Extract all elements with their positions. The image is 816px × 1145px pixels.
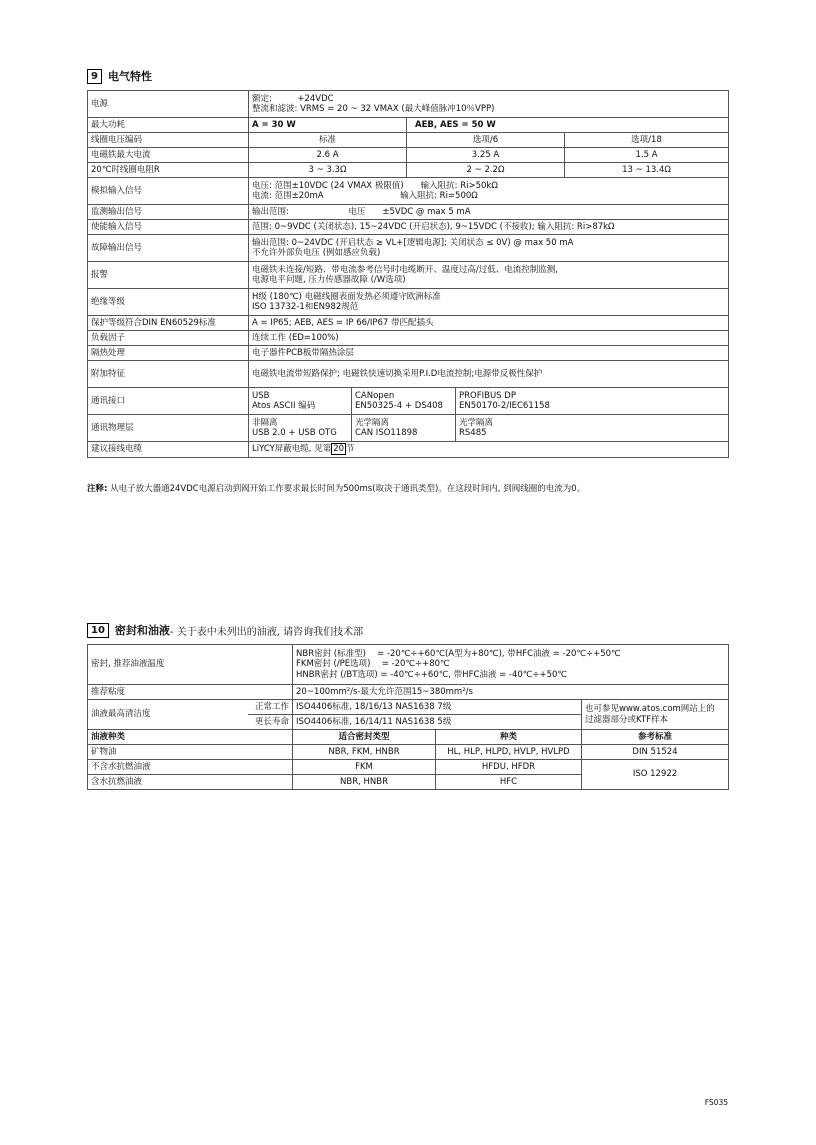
cell: DIN 51524: [582, 745, 729, 760]
row-label: 负载因子: [88, 331, 249, 346]
row-label: 模拟输入信号: [88, 178, 249, 205]
row-label: 隔热处理: [88, 346, 249, 361]
clean-note: [582, 700, 729, 730]
row-label: 电磁铁最大电流: [88, 148, 249, 163]
cell: [352, 388, 456, 415]
table-row: [88, 415, 729, 442]
value-line: 连续工作 (ED=100%): [252, 332, 339, 343]
row-label: 保护等级符合DIN EN60529标准: [88, 316, 249, 331]
cell: [456, 388, 729, 415]
value-line: H级 (180℃) 电磁线圈表面发热必须遵守欧洲标准: [252, 291, 441, 302]
cell: [249, 415, 352, 442]
table-row: [88, 118, 729, 133]
table-row: [88, 700, 729, 715]
row-value: 20~100mm²/s-最大允许范围15~380mm²/s: [293, 685, 729, 700]
value-line: 整流和滤波: VRMS = 20 ~ 32 VMAX (最大峰值脉冲10％VPP): [252, 104, 495, 114]
row-value: [249, 178, 729, 205]
value-line: 额定: +24VDC: [252, 93, 334, 104]
row-label: 最大功耗: [88, 118, 249, 133]
value-line: 输出范围: 电压 ±5VDC @ max 5 mA: [252, 206, 471, 217]
row-value: [249, 316, 729, 331]
cell: 3 ~ 3.3Ω: [249, 163, 407, 178]
power-a: A = 30 W: [249, 118, 407, 133]
table-row: [88, 388, 729, 415]
cell: 不含水抗燃油液: [88, 760, 293, 775]
cell: 2.6 A: [249, 148, 407, 163]
value-line: 非隔离: [252, 417, 278, 428]
value-line: USB 2.0 + USB OTG: [252, 428, 337, 438]
value-line: NBR密封 (标准型) = -20℃÷+60℃(A型为+80℃), 带HFC油液 = -20℃÷+50℃: [296, 648, 621, 659]
value-line: 电子器件PCB板带隔热涂层: [252, 347, 354, 358]
column-header: 参考标准: [582, 730, 729, 745]
value-line: CANopen: [355, 390, 395, 401]
value-line: USB: [252, 390, 270, 401]
cell: HFDU, HFDR: [436, 760, 582, 775]
clean-mode: 更长寿命: [248, 715, 293, 730]
table-row: [88, 361, 729, 388]
table-row: [88, 220, 729, 235]
cell: HL, HLP, HLPD, HVLP, HVLPD: [436, 745, 582, 760]
row-label: 监测输出信号: [88, 205, 249, 220]
table-row: [88, 442, 729, 458]
cable-text: LiYCY屏蔽电缆, 见第: [252, 444, 332, 455]
row-value: [249, 262, 729, 289]
value-line: HNBR密封 (/BT选项) = -40℃÷+60℃, 带HFC油液 = -40℃÷+50℃: [296, 669, 567, 680]
row-value: [293, 645, 729, 685]
row-value: [249, 331, 729, 346]
row-value: [249, 91, 729, 118]
table-row: [88, 289, 729, 316]
cell: 矿物油: [88, 745, 293, 760]
cell: [352, 415, 456, 442]
column-header: 种类: [436, 730, 582, 745]
table-row: [88, 331, 729, 346]
section-subtitle: - 关于表中未列出的油液, 请咨询我们技术部: [169, 626, 364, 638]
page-code: FS035: [704, 1098, 728, 1107]
value-line: FKM密封 (/PE选项) = -20℃÷+80℃: [296, 659, 450, 670]
value-line: 光学隔离: [355, 417, 390, 428]
value-line: 电源电平问题, 压力传感器故障 (/W选项): [252, 275, 406, 285]
cell: ISO 12922: [582, 760, 729, 790]
table-row: [88, 745, 729, 760]
note-text: 从电子放大器通24VDC电源启动到阀开始工作要求最长时间为500ms(取决于通讯类型)。在这段时间内, 到阀线圈的电流为0。: [110, 484, 586, 494]
value-line: A = IP65; AEB, AES = IP 66/IP67 带匹配插头: [252, 317, 434, 328]
column-header: 适合密封类型: [293, 730, 436, 745]
row-label: 建议接线电缆: [88, 442, 249, 458]
clean-value: ISO4406标准, 18/16/13 NAS1638 7级: [293, 700, 582, 715]
cell: 选项/18: [565, 133, 729, 148]
table-row: [88, 685, 729, 700]
row-value: [249, 346, 729, 361]
value-line: 电磁铁未连接/短路、带电流参考信号时电缆断开、温度过高/过低、电流控制监测,: [252, 264, 558, 275]
value-line: RS485: [459, 428, 487, 438]
table-row: [88, 760, 729, 775]
row-label: 附加特征: [88, 361, 249, 388]
row-label: 线圈电压编码: [88, 133, 249, 148]
cell: 含水抗燃油液: [88, 775, 293, 790]
row-label: 报警: [88, 262, 249, 289]
clean-mode: 正常工作: [248, 700, 293, 715]
note: [87, 482, 585, 494]
table-row: [88, 133, 729, 148]
table-row: [88, 316, 729, 331]
cell: FKM: [293, 760, 436, 775]
cell: 13 ~ 13.4Ω: [565, 163, 729, 178]
cell: 2 ~ 2.2Ω: [407, 163, 565, 178]
row-label: 绝缘等级: [88, 289, 249, 316]
electrical-characteristics-table: [87, 90, 729, 458]
table-row: [88, 205, 729, 220]
section-number: 10: [87, 623, 109, 638]
cell: 3.25 A: [407, 148, 565, 163]
row-label: 油液最高清洁度: [88, 700, 248, 730]
section-title: 电气特性: [107, 70, 152, 83]
row-label: 密封, 推荐油液温度: [88, 645, 293, 685]
value-line: EN50325-4 + DS408: [355, 401, 443, 411]
section-ref-link[interactable]: 20: [333, 444, 345, 455]
row-value: [249, 361, 729, 388]
row-value: [249, 205, 729, 220]
column-header: 油液种类: [88, 730, 293, 745]
row-label: 故障输出信号: [88, 235, 249, 262]
value-line: 电压: 范围±10VDC (24 VMAX 极限值) 输入阻抗: Ri>50kΩ: [252, 180, 498, 191]
row-label: 通讯接口: [88, 388, 249, 415]
row-label: 使能输入信号: [88, 220, 249, 235]
row-label: 推荐粘度: [88, 685, 293, 700]
table-row: [88, 346, 729, 361]
section-10-heading: [87, 622, 363, 638]
cell: 选项/6: [407, 133, 565, 148]
cell: NBR, FKM, HNBR: [293, 745, 436, 760]
note-label: 注释:: [87, 484, 108, 494]
cell: NBR, HNBR: [293, 775, 436, 790]
table-row: [88, 91, 729, 118]
cable-text-suffix: 节: [346, 444, 355, 455]
value-line: 过滤器部分或KTF样本: [585, 714, 668, 725]
section-number: 9: [87, 69, 102, 84]
table-row: [88, 262, 729, 289]
value-line: 电磁铁电流带短路保护; 电磁铁快速切换采用P.I.D电流控制;电源带反极性保护: [252, 368, 543, 379]
power-aeb-aes: AEB, AES = 50 W: [407, 118, 729, 133]
cell: 1.5 A: [565, 148, 729, 163]
value-line: 也可参见www.atos.com网站上的: [585, 703, 715, 714]
table-row: [88, 163, 729, 178]
row-label: 20℃时线圈电阻R: [88, 163, 249, 178]
value-line: 不允许外部负电压 (例如感应负载): [252, 248, 381, 258]
cell: HFC: [436, 775, 582, 790]
cell: [456, 415, 729, 442]
value-line: 电流: 范围±20mA 输入阻抗: Ri=500Ω: [252, 191, 478, 201]
section-9-heading: [87, 68, 152, 84]
value-line: 光学隔离: [459, 417, 494, 428]
value-line: ISO 13732-1和EN982规范: [252, 302, 359, 312]
value-line: PROFIBUS DP: [459, 390, 516, 401]
value-line: 输出范围: 0~24VDC (开启状态 ≥ VL+[逻辑电源]; 关闭状态 ≤ 0V) @ max 50 mA: [252, 237, 574, 248]
value-line: EN50170-2/IEC61158: [459, 401, 550, 411]
table-row: [88, 645, 729, 685]
row-value: [249, 235, 729, 262]
row-value: [249, 442, 729, 458]
row-label: 通讯物理层: [88, 415, 249, 442]
cell: 标准: [249, 133, 407, 148]
row-value: [249, 289, 729, 316]
table-row: [88, 178, 729, 205]
clean-value: ISO4406标准, 16/14/11 NAS1638 5级: [293, 715, 582, 730]
value-line: CAN ISO11898: [355, 428, 418, 438]
seals-fluids-table: [87, 644, 729, 790]
table-header-row: [88, 730, 729, 745]
cell: [249, 388, 352, 415]
row-value: [249, 220, 729, 235]
section-title: 密封和油液: [114, 624, 170, 637]
row-label: 电源: [88, 91, 249, 118]
value-line: Atos ASCII 编码: [252, 401, 316, 411]
table-row: [88, 235, 729, 262]
value-line: 范围: 0~9VDC (关闭状态), 15~24VDC (开启状态), 9~15VDC (不接收); 输入阻抗: Ri>87kΩ: [252, 221, 615, 232]
table-row: [88, 148, 729, 163]
